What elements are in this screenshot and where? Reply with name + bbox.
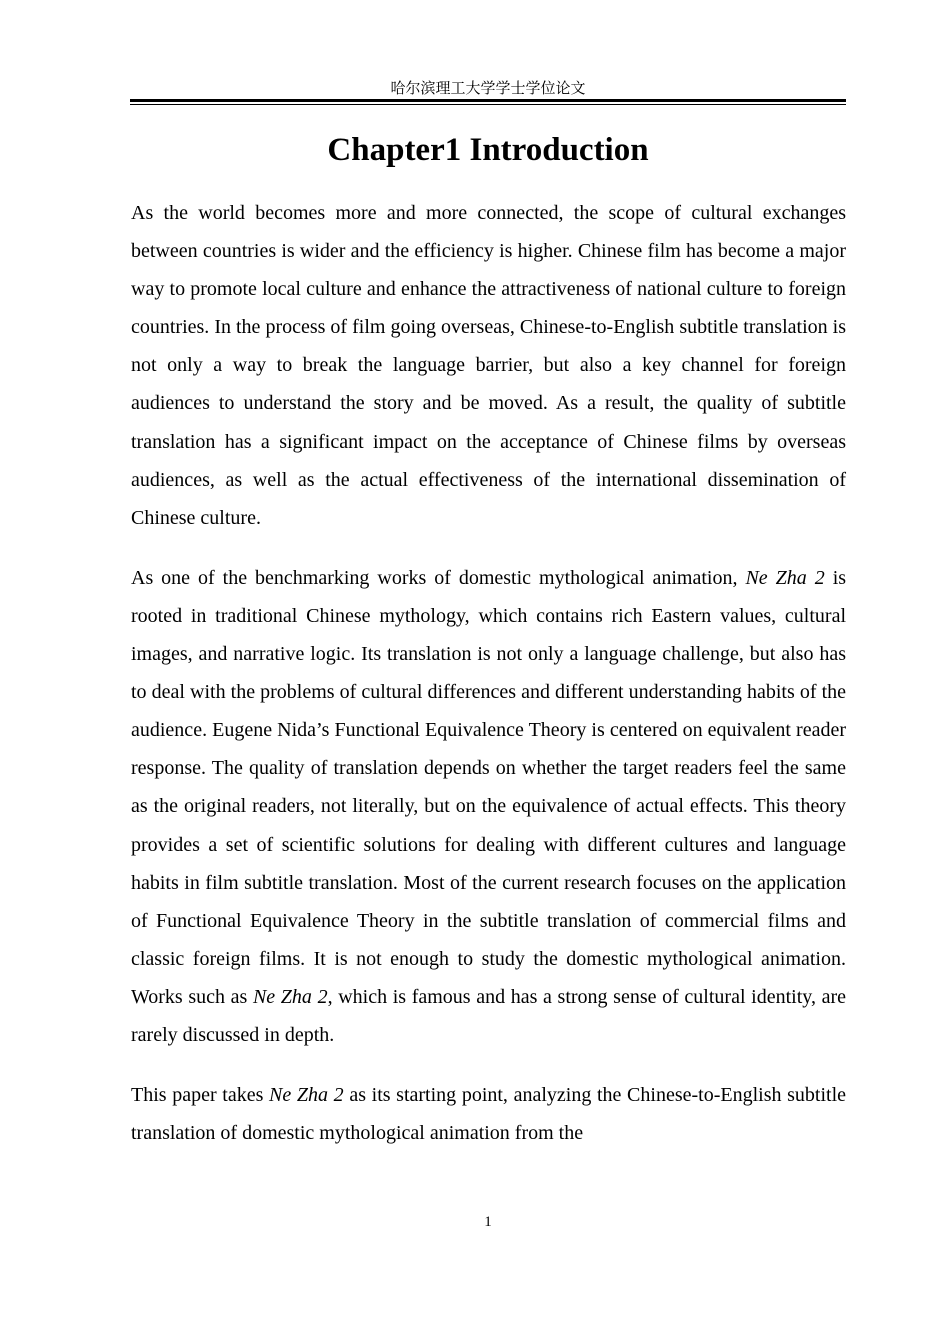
film-title-italic-2: Ne Zha 2 — [252, 985, 328, 1008]
paragraph-2-lead: As one of the benchmarking works of domestic mythological animation, — [131, 566, 738, 589]
body-text — [131, 194, 846, 1174]
paragraph-1-text: As the world becomes more and more connected, the scope of cultural exchanges between countries is wider and the efficiency is higher. Chinese film has become a major way to promote local culture and enhance the attractiveness of national culture to foreign countries. In the process of film going overseas, Chinese-to-English subtitle translation is not only a way to break the language barrier, but also a key channel for foreign audiences to understand the story and be moved. As a result, the quality of subtitle translation has a significant impact on the acceptance of Chinese films by overseas audiences, as well as the actual effectiveness of the international dissemination of Chinese culture. — [131, 202, 846, 529]
chapter-title: Chapter1 Introduction — [327, 132, 649, 168]
paragraph-2 — [131, 559, 846, 1054]
film-title-italic: Ne Zha 2 — [745, 566, 825, 589]
paragraph-3-tail: as its starting point, analyzing the Chinese-to-English subtitle translation of domestic mythological animation from the — [131, 1084, 847, 1145]
paragraph-3-lead: This paper takes — [131, 1084, 264, 1107]
header-rule-thin — [130, 104, 846, 105]
paragraph-2-tail: , which is famous and has a strong sense of cultural identity, are rarely discussed in depth. — [131, 985, 847, 1046]
paragraph-1 — [131, 194, 846, 537]
film-title-italic-3: Ne Zha 2 — [269, 1084, 344, 1107]
page-number: 1 — [484, 1214, 492, 1230]
header-rule-thick — [130, 99, 846, 102]
paragraph-2-mid: is rooted in traditional Chinese mythology, which contains rich Eastern values, cultural images, and narrative logic. Its translation is not only a language challenge, but also has to deal with the problems of cultural differences and different understanding habits of the audience. Eugene Nida’s Functional Equivalence Theory is centered on equivalent reader response. The quality of translation depends on whether the target readers feel the same as the original readers, not literally, but on the equivalence of actual effects. This theory provides a set of scientific solutions for dealing with different cultures and language habits in film subtitle translation. Most of the current research focuses on the application of Functional Equivalence Theory in the subtitle translation of commercial films and classic foreign films. It is not enough to study the domestic mythological animation. Works such as — [131, 566, 847, 1008]
paragraph-3 — [131, 1076, 846, 1152]
running-header: 哈尔滨理工大学学士学位论文 — [390, 79, 586, 97]
